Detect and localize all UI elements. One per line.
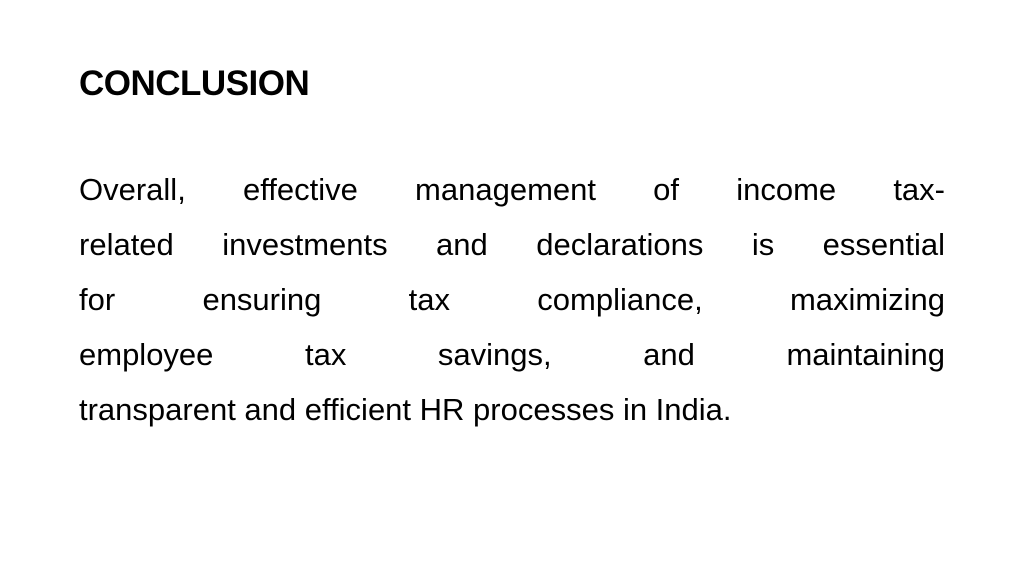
body-line-2: related investments and declarations is essential: [79, 227, 945, 262]
body-line-1: Overall, effective management of income tax-: [79, 172, 945, 207]
body-line-3: for ensuring tax compliance, maximizing: [79, 282, 945, 317]
slide-title: CONCLUSION: [79, 64, 310, 103]
body-line-4: employee tax savings, and maintaining: [79, 337, 945, 372]
body-line-5: transparent and efficient HR processes in India.: [79, 392, 732, 427]
slide-body: [79, 162, 945, 437]
